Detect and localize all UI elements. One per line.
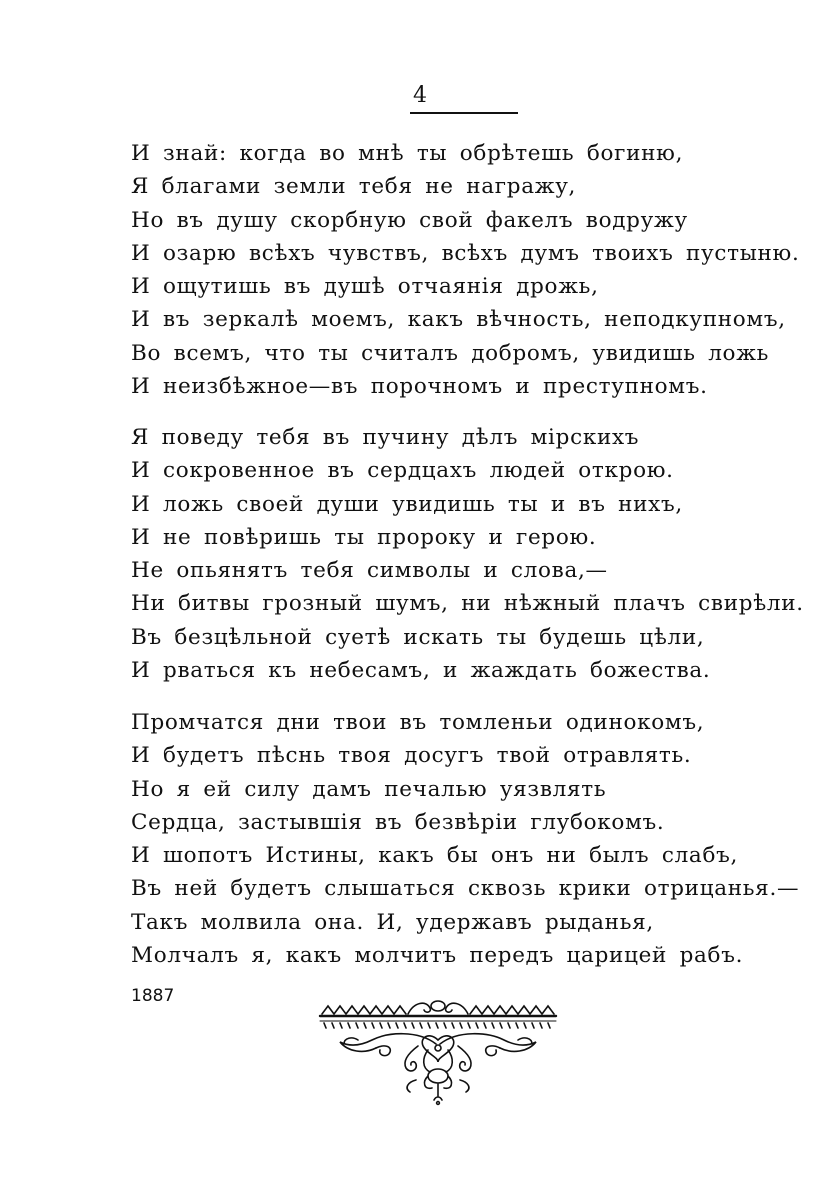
poem-line: Я благами земли тебя не награжу, xyxy=(131,174,577,200)
page-number: 4 xyxy=(413,83,427,108)
poem-line: Ни битвы грозный шумъ, ни нѣжный плачъ свирѣли. xyxy=(131,591,804,617)
poem-line: И неизбѣжное—въ порочномъ и преступномъ. xyxy=(131,374,708,400)
poem-line: И сокровенное въ сердцахъ людей открою. xyxy=(131,458,674,484)
poem-line: И знай: когда во мнѣ ты обрѣтешь богиню, xyxy=(131,141,684,166)
page-number-rule xyxy=(410,112,518,114)
poem-line: Сердца, застывшія въ безвѣріи глубокомъ. xyxy=(131,809,665,835)
poem-line: Въ ней будетъ слышаться сквозь крики отрицанья.— xyxy=(131,876,800,902)
poem-line: И озарю всѣхъ чувствъ, всѣхъ думъ твоихъ пустыню. xyxy=(131,240,800,266)
poem-line: Не опьянятъ тебя символы и слова,— xyxy=(131,558,608,584)
poem-line: Я поведу тебя въ пучину дѣлъ мірскихъ xyxy=(131,425,640,450)
floral-tailpiece-ornament-icon xyxy=(318,996,558,1106)
poem-line: И не повѣришь ты пророку и герою. xyxy=(131,524,597,550)
poem-line: И ложь своей души увидишь ты и въ нихъ, xyxy=(131,491,683,517)
poem-line: И будетъ пѣснь твоя досугъ твой отравлять. xyxy=(131,743,692,769)
poem-line: И шопотъ Истины, какъ бы онъ ни былъ слабъ, xyxy=(131,843,739,869)
poem-line: И въ зеркалѣ моемъ, какъ вѣчность, неподкупномъ, xyxy=(131,307,786,333)
poem-line: Такъ молвила она. И, удержавъ рыданья, xyxy=(131,909,654,935)
stanza-3 xyxy=(131,706,800,972)
poem-line: Во всемъ, что ты считалъ добромъ, увидишь ложь xyxy=(131,340,770,366)
poem-line: Въ безцѣльной суетѣ искать ты будешь цѣли, xyxy=(131,624,705,650)
stanza-1 xyxy=(131,137,800,403)
poem-line: И рваться къ небесамъ, и жаждать божества. xyxy=(131,658,711,684)
stanza-2 xyxy=(131,421,804,687)
poem-line: И ощутишь въ душѣ отчаянія дрожь, xyxy=(131,274,599,300)
poem-line: Но въ душу скорбную свой факелъ водружу xyxy=(131,207,688,233)
poem-line: Промчатся дни твои въ томленьи одинокомъ, xyxy=(131,710,705,735)
poem-year: 1887 xyxy=(131,986,175,1006)
poem-line: Но я ей силу дамъ печалью уязвлять xyxy=(131,776,607,802)
poem-line: Молчалъ я, какъ молчитъ передъ царицей рабъ. xyxy=(131,943,744,969)
